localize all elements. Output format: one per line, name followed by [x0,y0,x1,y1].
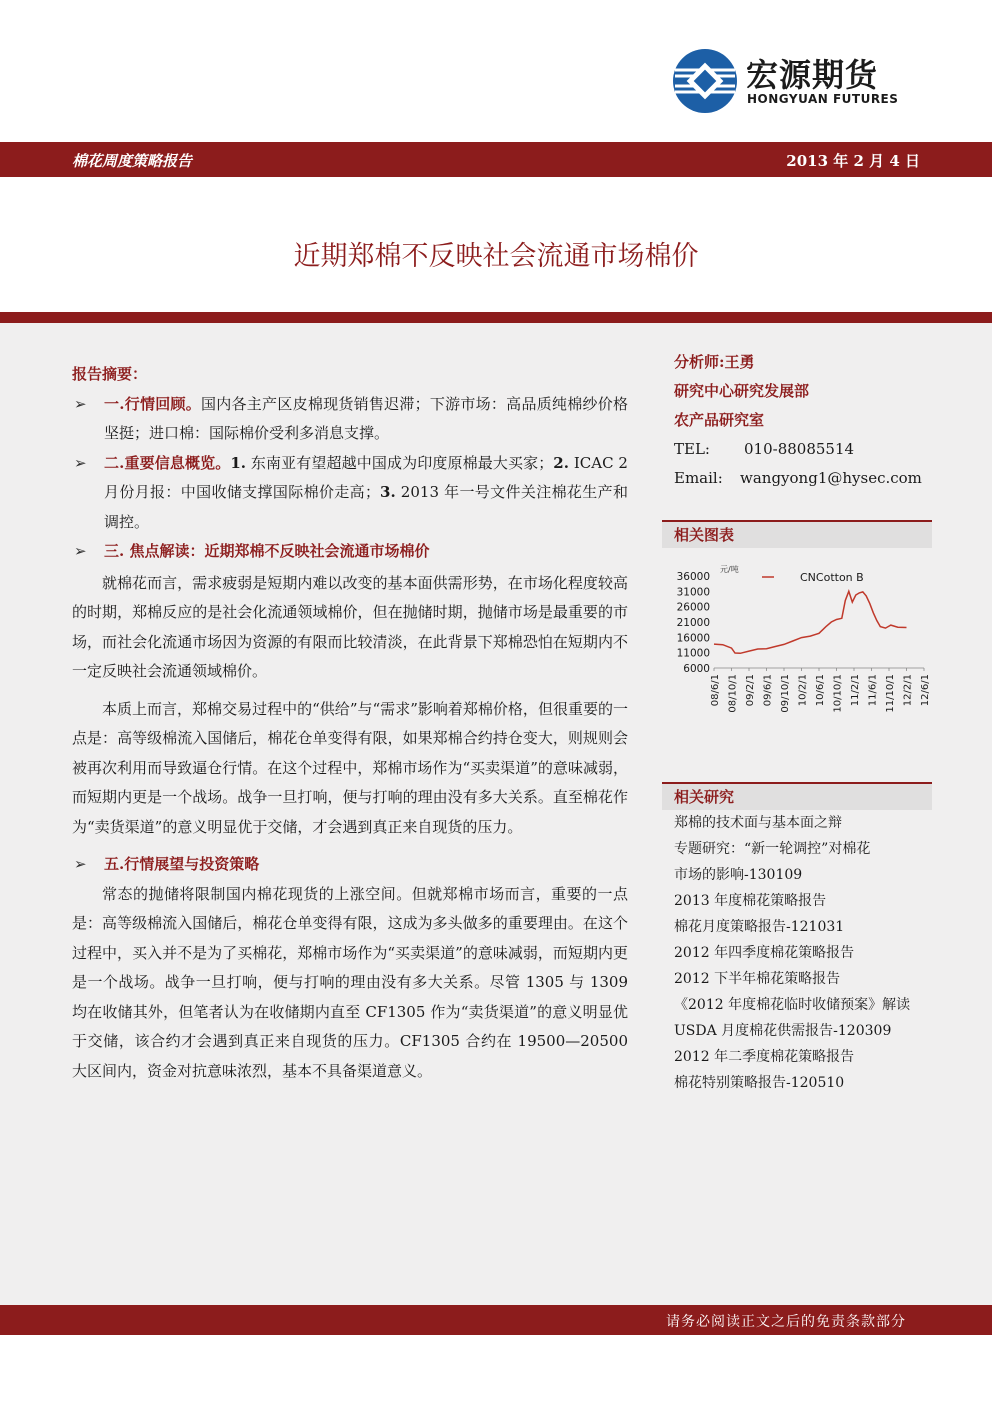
x-tick-label: 11/10/1 [885,674,896,713]
main-column [72,360,628,1086]
bullet-text: 国内各主产区皮棉现货销售迟滞；下游市场：高品质纯棉纱价格坚挺；进口棉：国际棉价受利多消息支撑。 [104,394,628,442]
divider-bar [0,312,992,323]
outlook-paragraph: 常态的抛储将限制国内棉花现货的上涨空间。但就郑棉市场而言，重要的一点是：高等级棉流入国储后，棉花仓单变得有限，这成为多头做多的重要理由。在这个过程中，买入并不是为了买棉花，郑棉市场作为“买卖渠道”的意味减弱，而短期内更是一个战场。战争一旦打响，便与打响的理由没有多大关系。尽管 1305 与 1309 均在收储其外，但笔者认为在收储期内直至 CF1305 作为“卖货渠道”的意义明显优于交储，该合约才会遇到真正来自现货的压力。CF1305 合约在 19500—20500 大区间内，资金对抗意味浓烈，基本不具备渠道意义。 [72,884,628,1080]
research-item[interactable]: 专题研究：“新一轮调控”对棉花 [674,841,871,857]
item-text: 东南亚有望超越中国成为印度原棉最大买家； [246,453,554,472]
sub-department: 农产品研究室 [674,411,765,429]
research-item[interactable]: 2013 年度棉花策略报告 [674,893,827,909]
email-row [674,464,932,493]
y-tick-label: 11000 [676,647,710,660]
y-tick-label: 36000 [676,571,710,583]
x-tick-label: 10/2/1 [797,674,809,707]
research-item[interactable]: 2012 年二季度棉花策略报告 [674,1049,855,1065]
related-charts-header [662,520,932,548]
x-tick-label: 12/2/1 [902,674,914,707]
related-research-list [674,810,934,1096]
research-item[interactable]: 市场的影响-130109 [674,867,803,883]
x-tick-label: 09/2/1 [745,674,756,707]
arrow-bullet-icon: ➢ [74,542,87,560]
research-item[interactable]: 《2012 年度棉花临时收储预案》解读 [674,997,911,1013]
research-item[interactable]: 棉花月度策略报告-121031 [674,919,845,935]
analyst-name: 分析师:王勇 [674,353,755,371]
bullet-outlook [72,850,628,880]
analyst-info [674,348,932,493]
research-item[interactable]: 棉花特别策略报告-120510 [674,1075,845,1091]
bullet-label: 二.重要信息概览。 [104,453,231,472]
research-item[interactable]: USDA 月度棉花供需报告-120309 [674,1023,892,1039]
department: 研究中心研究发展部 [674,382,810,400]
item-number: 2. [553,453,569,472]
related-charts-title: 相关图表 [674,526,735,544]
item-number: 3. [380,483,396,501]
bullet-market-review [72,390,628,449]
x-tick-label: 12/6/1 [920,674,931,707]
email-label: Email: [674,469,723,487]
footer-bar [0,1305,992,1335]
legend-label: CNCotton B [800,571,864,584]
cotton-price-chart [662,560,932,765]
x-tick-label: 11/6/1 [867,674,879,707]
company-logo [672,48,922,118]
bullet-key-info [72,449,628,538]
focus-paragraph-2: 本质上而言，郑棉交易过程中的“供给”与“需求”影响着郑棉价格，但很重要的一点是：高等级棉流入国储后，棉花仓单变得有限，如果郑棉合约持仓变大，则规则会被再次利用而导致逼仓行情。在这个过程中，郑棉市场作为“买卖渠道”的意味减弱，而短期内更是一个战场。战争一旦打响，便与打响的理由没有多大关系。直至棉花作为“卖货渠道”的意义明显优于交储，才会遇到真正来自现货的压力。 [72,699,628,836]
chart-unit-label: 元/吨 [720,565,739,574]
focus-paragraph-1: 就棉花而言，需求疲弱是短期内难以改变的基本面供需形势，在市场化程度较高的时期，郑棉反应的是社会化流通领域棉价，但在抛储时期，抛储市场是最重要的市场，而社会化流通市场因为资源的有限而比较清淡，在此背景下郑棉恐怕在短期内不一定反映社会流通领域棉价。 [72,573,628,680]
bullet-label: 一.行情回顾。 [104,394,202,413]
bullet-focus [72,537,628,567]
arrow-bullet-icon: ➢ [74,453,87,472]
tel-value: 010-88085514 [744,440,855,458]
arrow-bullet-icon: ➢ [74,394,87,413]
y-tick-label: 31000 [676,586,710,599]
research-item[interactable]: 郑棉的技术面与基本面之辩 [674,815,842,831]
summary-heading: 报告摘要： [72,365,148,383]
bullet-label: 三. 焦点解读：近期郑棉不反映社会流通市场棉价 [104,542,430,560]
tel-label: TEL: [674,440,710,458]
y-tick-label: 16000 [676,632,710,645]
tel-row [674,435,932,464]
x-tick-label: 11/2/1 [850,674,861,707]
x-tick-label: 08/6/1 [710,674,721,707]
email-value[interactable]: wangyong1@hysec.com [740,469,922,487]
y-tick-label: 6000 [683,663,710,675]
item-text: ICAC 2 月份月报：中国收储支撑国际棉价走高； [104,453,628,501]
hongyuan-logo-icon [672,48,738,114]
header-bar [0,142,992,177]
item-text: 2013 年一号文件关注棉花生产和调控。 [104,483,628,531]
x-tick-label: 09/10/1 [780,674,791,713]
related-research-header [662,782,932,810]
chart-axes [677,571,931,713]
report-date: 2013 年 2 月 4 日 [786,152,920,170]
item-number: 1. [230,453,247,472]
logo-text-cn: 宏源期货 [746,56,879,94]
y-tick-label: 21000 [676,617,710,629]
x-tick-label: 10/6/1 [815,674,826,707]
series-line-cncotton-b [714,591,907,653]
page-title: 近期郑棉不反映社会流通市场棉价 [293,241,699,272]
logo-text-en: HONGYUAN FUTURES [747,92,899,106]
report-type: 棉花周度策略报告 [72,152,193,170]
bullet-label: 五.行情展望与投资策略 [104,855,260,873]
y-tick-label: 26000 [676,601,710,614]
research-item[interactable]: 2012 年四季度棉花策略报告 [674,945,855,961]
x-tick-label: 08/10/1 [727,674,739,713]
arrow-bullet-icon: ➢ [74,855,87,873]
related-research-title: 相关研究 [674,788,735,806]
disclaimer-text: 请务必阅读正文之后的免责条款部分 [666,1314,906,1330]
research-item[interactable]: 2012 下半年棉花策略报告 [674,971,841,987]
x-tick-label: 10/10/1 [832,674,844,713]
x-tick-label: 09/6/1 [762,674,774,707]
